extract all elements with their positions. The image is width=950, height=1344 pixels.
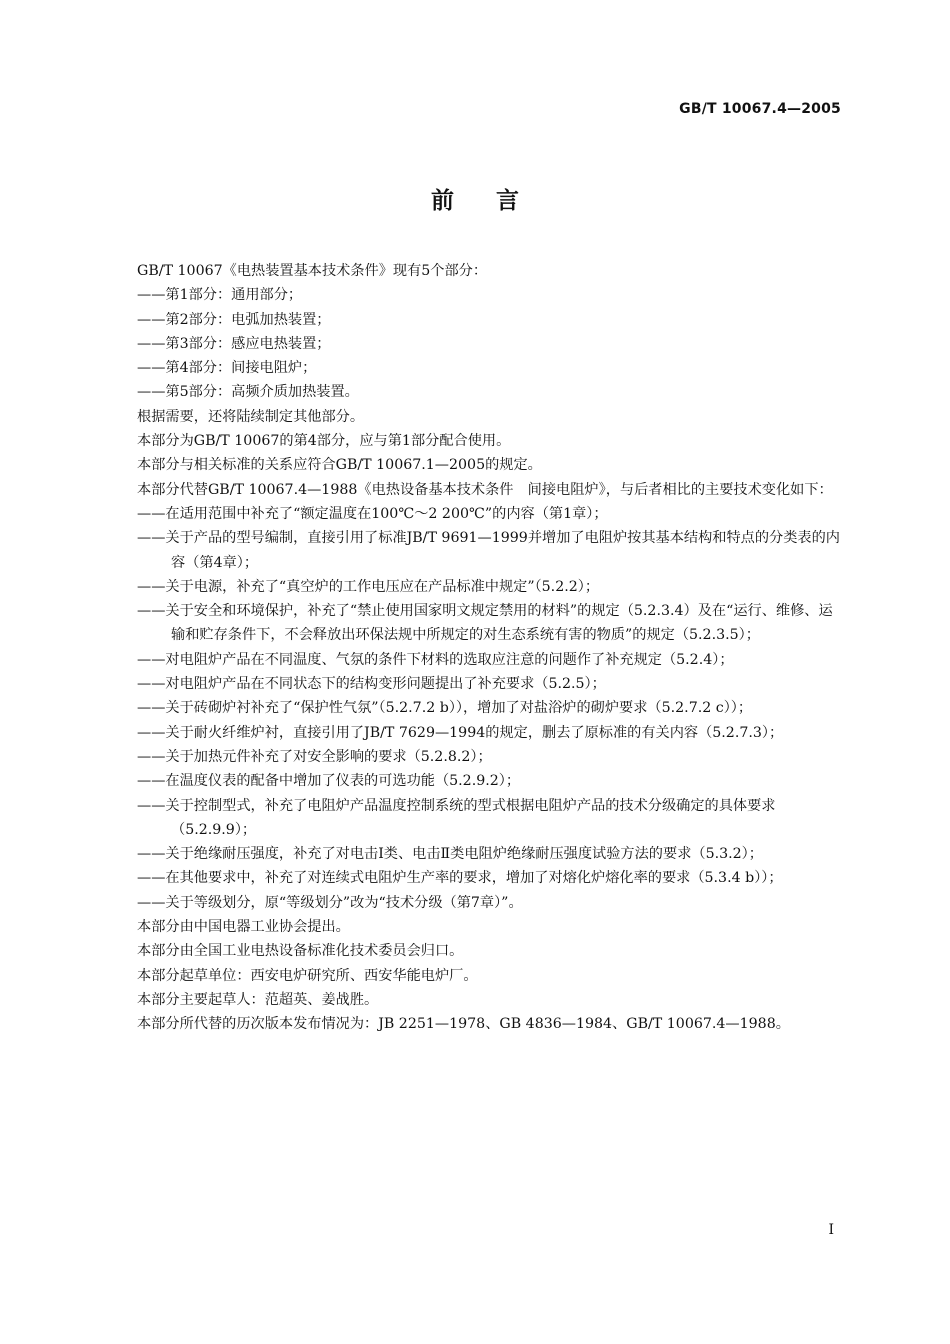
paragraph: 本部分起草单位：西安电炉研究所、西安华能电炉厂。 xyxy=(137,967,478,984)
parts-list xyxy=(109,283,841,404)
list-item: ——关于控制型式，补充了电阻炉产品温度控制系统的型式根据电阻炉产品的技术分级确定的具体要求（5.2.9.9）； xyxy=(137,797,776,838)
list-item: ——关于产品的型号编制，直接引用了标准JB/T 9691—1999并增加了电阻炉按其基本结构和特点的分类表的内容（第4章）； xyxy=(137,530,840,571)
intro-paragraph: GB/T 10067《电热装置基本技术条件》现有5个部分： xyxy=(137,263,488,279)
standard-code: GB/T 10067.4—2005 xyxy=(679,101,841,117)
list-item: ——关于绝缘耐压强度，补充了对电击Ⅰ类、电击Ⅱ类电阻炉绝缘耐压强度试验方法的要求（5.3.2）； xyxy=(137,846,763,863)
paragraph: 本部分由中国电器工业协会提出。 xyxy=(137,919,350,936)
list-item: ——第4部分：间接电阻炉； xyxy=(137,360,317,377)
list-item: ——关于砖砌炉衬补充了“保护性气氛”（5.2.7.2 b）），增加了对盐浴炉的砌炉要求（5.2.7.2 c））； xyxy=(137,700,753,717)
paragraph: 本部分由全国工业电热设备标准化技术委员会归口。 xyxy=(137,943,464,960)
list-item: ——在适用范围中补充了“额定温度在100℃～2 200℃”的内容（第1章）； xyxy=(137,505,608,522)
list-item: ——第5部分：高频介质加热装置。 xyxy=(137,384,359,401)
list-item: ——关于等级划分，原“等级划分”改为“技术分级（第7章）”。 xyxy=(137,894,523,911)
changes-list xyxy=(109,502,841,915)
paragraph: 本部分所代替的历次版本发布情况为：JB 2251—1978、GB 4836—1984、GB/T 10067.4—1988。 xyxy=(137,1016,790,1033)
list-item: ——第1部分：通用部分； xyxy=(137,287,303,304)
list-item: ——关于耐火纤维炉衬，直接引用了JB/T 7629—1994的规定，删去了原标准的有关内容（5.2.7.3）； xyxy=(137,724,784,741)
list-item: ——关于安全和环境保护，补充了“禁止使用国家明文规定禁用的材料”的规定（5.2.3.4）及在“运行、维修、运输和贮存条件下，不会释放出环保法规中所规定的对生态系统有害的物质”的规定（5.2.3.5）； xyxy=(137,603,833,644)
paragraph: 本部分代替GB/T 10067.4—1988《电热设备基本技术条件 间接电阻炉》，与后者相比的主要技术变化如下： xyxy=(137,481,833,498)
page-number: I xyxy=(828,1222,834,1238)
paragraph: 本部分与相关标准的关系应符合GB/T 10067.1—2005的规定。 xyxy=(137,457,542,474)
list-item: ——对电阻炉产品在不同温度、气氛的条件下材料的选取应注意的问题作了补充规定（5.2.4）； xyxy=(137,651,734,668)
paragraph: 本部分主要起草人：范超英、姜战胜。 xyxy=(137,991,379,1008)
list-item: ——在温度仪表的配备中增加了仪表的可选功能（5.2.9.2）； xyxy=(137,773,521,790)
paragraph: 根据需要，还将陆续制定其他部分。 xyxy=(137,408,365,425)
list-item: ——关于电源，补充了“真空炉的工作电压应在产品标准中规定”（5.2.2）； xyxy=(137,578,600,595)
list-item: ——关于加热元件补充了对安全影响的要求（5.2.8.2）； xyxy=(137,748,492,765)
list-item: ——对电阻炉产品在不同状态下的结构变形问题提出了补充要求（5.2.5）； xyxy=(137,676,606,693)
page-title: 前言 xyxy=(431,188,561,214)
list-item: ——第2部分：电弧加热装置； xyxy=(137,311,331,328)
document-body xyxy=(109,259,841,1037)
list-item: ——第3部分：感应电热装置； xyxy=(137,335,331,352)
list-item: ——在其他要求中，补充了对连续式电阻炉生产率的要求，增加了对熔化炉熔化率的要求（5.3.4 b））； xyxy=(137,870,783,887)
paragraph: 本部分为GB/T 10067的第4部分，应与第1部分配合使用。 xyxy=(137,433,511,450)
